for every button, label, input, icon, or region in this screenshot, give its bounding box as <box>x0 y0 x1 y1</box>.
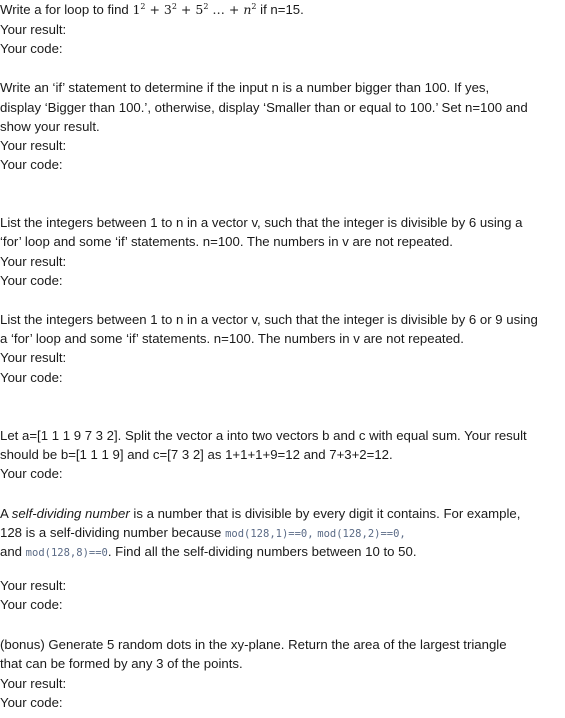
q1-formula <box>132 2 256 17</box>
q2-line-2: display ‘Bigger than 100.’, otherwise, display ‘Smaller than or equal to 100.’ Set n=100 and <box>0 100 528 115</box>
q6-line-1-end: is a number that is divisible by every digit it contains. For example, <box>129 506 521 521</box>
q4-line-2: a ‘for’ loop and some ‘if’ statements. n=100. The numbers in v are not repeated. <box>0 331 464 346</box>
q4-result-label: Your result: <box>0 350 67 365</box>
exp-3: 2 <box>171 2 177 11</box>
q6-line-1-start: A <box>0 506 12 521</box>
code-mod-128-8: mod(128,8)==0 <box>25 547 108 559</box>
q6-line-3 <box>0 543 416 562</box>
q2-code-label: Your code: <box>0 157 63 172</box>
plus-1: + <box>145 2 164 17</box>
q3-result-label: Your result: <box>0 254 67 269</box>
plus-2: + <box>176 2 196 17</box>
q3-code-label: Your code: <box>0 273 63 288</box>
q2-line-3: show your result. <box>0 119 100 134</box>
q7-result-label: Your result: <box>0 676 67 691</box>
code-mod-128-2: mod(128,2)==0, <box>317 528 406 540</box>
q1-code-label: Your code: <box>0 41 63 56</box>
q6-line-3-end: . Find all the self-dividing numbers between 10 to 50. <box>107 544 417 559</box>
self-dividing-term: self-dividing number <box>11 506 130 521</box>
q1-prompt <box>0 1 304 19</box>
q7-line-1: (bonus) Generate 5 random dots in the xy-plane. Return the area of the largest triangle <box>0 637 507 652</box>
q5-code-label: Your code: <box>0 466 63 481</box>
q2-line-1: Write an ‘if’ statement to determine if the input n is a number bigger than 100. If yes, <box>0 80 490 95</box>
q7-code-label: Your code: <box>0 695 63 710</box>
q5-line-2: should be b=[1 1 1 9] and c=[7 3 2] as 1+1+1+9=12 and 7+3+2=12. <box>0 447 393 462</box>
q5-line-1: Let a=[1 1 1 9 7 3 2]. Split the vector a into two vectors b and c with equal sum. Your result <box>0 428 527 443</box>
code-mod-128-1: mod(128,1)==0, <box>225 528 314 540</box>
q1-result-label: Your result: <box>0 22 67 37</box>
q1-prefix: Write a for loop to find <box>0 2 133 17</box>
q4-line-1: List the integers between 1 to n in a vector v, such that the integer is divisible by 6 or 9 using <box>0 312 538 327</box>
q6-result-label: Your result: <box>0 578 67 593</box>
q6-code-label: Your code: <box>0 597 63 612</box>
exp-1: 2 <box>140 2 146 11</box>
q6-line-2-start: 128 is a self-dividing number because <box>0 525 226 540</box>
q2-result-label: Your result: <box>0 138 67 153</box>
q6-line-3-start: and <box>0 544 26 559</box>
q6-line-2 <box>0 524 406 543</box>
q3-line-1: List the integers between 1 to n in a vector v, such that the integer is divisible by 6 using a <box>0 215 523 230</box>
q6-line-1 <box>0 505 520 523</box>
term-3: 3 <box>163 2 172 17</box>
q7-line-2: that can be formed by any 3 of the points. <box>0 656 243 671</box>
q3-line-2: ‘for’ loop and some ‘if’ statements. n=100. The numbers in v are not repeated. <box>0 234 453 249</box>
exp-n: 2 <box>251 2 257 11</box>
exp-5: 2 <box>203 2 209 11</box>
term-n: n <box>243 2 252 17</box>
ellipsis: … + <box>208 2 244 17</box>
term-5: 5 <box>195 2 204 17</box>
q4-code-label: Your code: <box>0 370 63 385</box>
term-1: 1 <box>132 2 141 17</box>
q1-suffix: if n=15. <box>256 2 304 17</box>
